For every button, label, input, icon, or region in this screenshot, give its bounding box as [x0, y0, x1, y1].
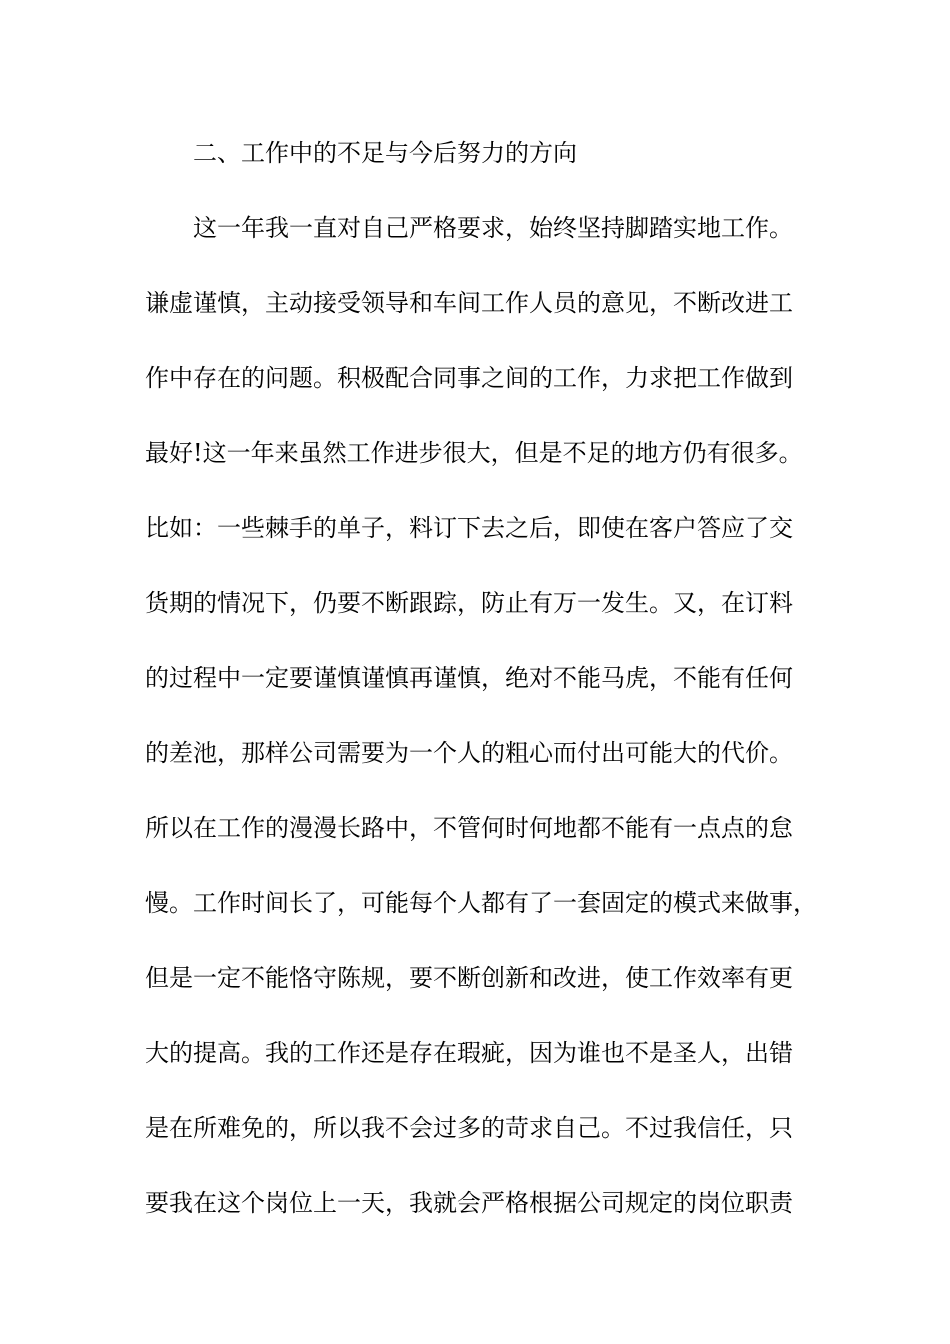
document-body [145, 129, 835, 1254]
paragraph-line: 是在所难免的，所以我不会过多的苛求自己。不过我信任，只 [145, 1114, 793, 1142]
paragraph-line: 慢。工作时间长了，可能每个人都有了一套固定的模式来做事， [145, 889, 817, 917]
paragraph-line: 但是一定不能恪守陈规，要不断创新和改进，使工作效率有更 [145, 964, 793, 992]
paragraph-line: 要我在这个岗位上一天，我就会严格根据公司规定的岗位职责 [145, 1189, 793, 1217]
paragraph-line: 货期的情况下，仍要不断跟踪，防止有万一发生。又，在订料 [145, 589, 793, 617]
paragraph-line: 的过程中一定要谨慎谨慎再谨慎，绝对不能马虎，不能有任何 [145, 664, 793, 692]
paragraph-line: 所以在工作的漫漫长路中，不管何时何地都不能有一点点的怠 [145, 814, 793, 842]
paragraph-line: 作中存在的问题。积极配合同事之间的工作，力求把工作做到 [145, 364, 793, 392]
paragraph-line: 谦虚谨慎，主动接受领导和车间工作人员的意见，不断改进工 [145, 289, 793, 317]
paragraph-line: 的差池，那样公司需要为一个人的粗心而付出可能大的代价。 [145, 739, 793, 767]
paragraph-line: 最好!这一年来虽然工作进步很大，但是不足的地方仍有很多。 [145, 439, 803, 467]
paragraph-line: 大的提高。我的工作还是存在瑕疵，因为谁也不是圣人，出错 [145, 1039, 793, 1067]
section-heading: 二、工作中的不足与今后努力的方向 [193, 139, 577, 167]
paragraph-line: 比如：一些棘手的单子，料订下去之后，即使在客户答应了交 [145, 514, 793, 542]
paragraph-line: 这一年我一直对自己严格要求，始终坚持脚踏实地工作。 [193, 214, 793, 242]
